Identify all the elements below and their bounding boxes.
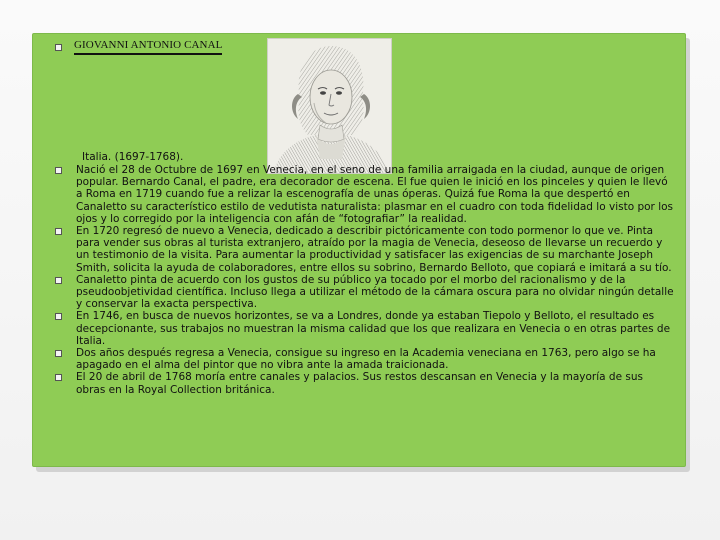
paragraph-text: Nació el 28 de Octubre de 1697 en Venecia, en el seno de una familia arraigada en la ciudad, aunque de origen popular. Bernardo Canal, el padre, era decorador de escena. El fue quien le inició en los pinceles y quien le llevó a Roma en 1719 cuando fue a relizar la escenografía de unas óperas. Quizá fue Roma la que despertó en Canaletto su característico estilo de vedutista naturalista: plasmar en el cuadro con toda fidelidad lo visto por los ojos y lo corregido por la inteligencia con afán de “fotografiar” la realidad.: [76, 164, 674, 225]
paragraph-text: Canaletto pinta de acuerdo con los gustos de su público ya tocado por el morbo del racionalismo y de la pseudoobjetividad científica. Incluso llega a utilizar el método de la cámara oscura para no olvidar ningún detalle y conservar la exacta perspectiva.: [76, 273, 674, 311]
list-item: [55, 274, 675, 311]
list-item: [55, 225, 675, 274]
biography-list: [55, 164, 675, 396]
square-bullet-icon: [55, 374, 62, 381]
square-bullet-icon: [55, 350, 62, 357]
paragraph-text: El 20 de abril de 1768 moría entre canales y palacios. Sus restos descansan en Venecia y la mayoría de sus obras en la Royal Collection británica.: [76, 371, 643, 396]
square-bullet-icon: [55, 44, 62, 51]
list-item: [55, 164, 675, 225]
square-bullet-icon: [55, 277, 62, 284]
title-row: [55, 38, 222, 56]
square-bullet-icon: [55, 228, 62, 235]
portrait-image: [267, 38, 392, 174]
list-item: [55, 310, 675, 347]
intro-text: Italia. (1697-1768).: [82, 151, 184, 163]
paragraph-text: Dos años después regresa a Venecia, consigue su ingreso en la Academia veneciana en 1763, pero algo se ha apagado en el alma del pintor que no vibra ante la amada traicionada.: [76, 347, 656, 372]
list-item: [55, 347, 675, 371]
square-bullet-icon: [55, 313, 62, 320]
paragraph-text: En 1746, en busca de nuevos horizontes, se va a Londres, donde ya estaban Tiepolo y Belloto, el resultado es decepcionante, sus trabajos no muestran la misma calidad que los que realizara en Venecia o en otras partes de Italia.: [76, 310, 671, 347]
paragraph-text: En 1720 regresó de nuevo a Venecia, dedicado a describir pictóricamente con todo pormenor lo que ve. Pinta para vender sus obras al turista extranjero, atraído por la magia de Venecia, deseoso de llevarse un recuerdo y un testimonio de la visita. Para aumentar la productividad y satisfacer las exigencias de su marchante Joseph Smith, solicita la ayuda de colaboradores, entre ellos su sobrino, Bernardo Belloto, que copiará e imitará a su tío.: [76, 225, 672, 274]
slide-title: GIOVANNI ANTONIO CANAL: [74, 39, 222, 55]
square-bullet-icon: [55, 167, 62, 174]
portrait-engraving: [268, 39, 392, 174]
list-item: [55, 371, 675, 395]
